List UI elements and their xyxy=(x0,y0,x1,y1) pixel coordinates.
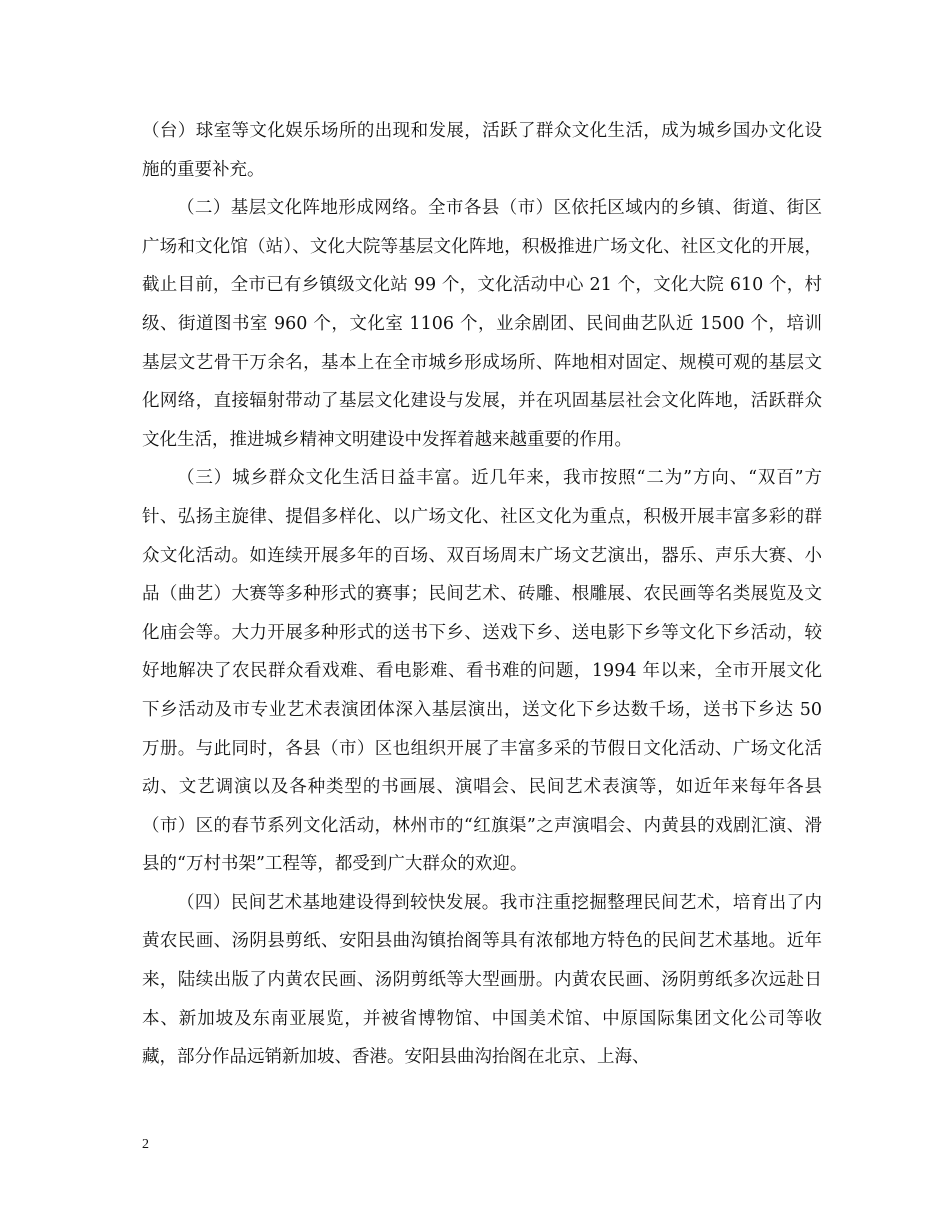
paragraph-continuation: （台）球室等文化娱乐场所的出现和发展，活跃了群众文化生活，成为城乡国办文化设施的重要补充。 xyxy=(142,121,822,180)
document-body xyxy=(142,112,822,1077)
paragraph-grassroots-network: （二）基层文化阵地形成网络。全市各县（市）区依托区域内的乡镇、街道、街区广场和文化馆（站）、文化大院等基层文化阵地，积极推进广场文化、社区文化的开展，截止目前，全市已有乡镇级文化站 99 个，文化活动中心 21 个，文化大院 610 个，村级、街道图书室 960 个，文化室 1106 个，业余剧团、民间曲艺队近 1500 个，培训基层文艺骨干万余名，基本上在全市城乡形成场所、阵地相对固定、规模可观的基层文化网络，直接辐射带动了基层文化建设与发展，并在巩固基层社会文化阵地，活跃群众文化生活，推进城乡精神文明建设中发挥着越来越重要的作用。 xyxy=(142,198,822,450)
paragraph-folk-art-bases: （四）民间艺术基地建设得到较快发展。我市注重挖掘整理民间艺术，培育出了内黄农民画、汤阴县剪纸、安阳县曲沟镇抬阁等具有浓郁地方特色的民间艺术基地。近年来，陆续出版了内黄农民画、汤阴剪纸等大型画册。内黄农民画、汤阴剪纸多次远赴日本、新加坡及东南亚展览，并被省博物馆、中国美术馆、中原国际集团文化公司等收藏，部分作品远销新加坡、香港。安阳县曲沟抬阁在北京、上海、 xyxy=(142,892,822,1068)
paragraph-cultural-life: （三）城乡群众文化生活日益丰富。近几年来，我市按照“二为”方向、“双百”方针、弘扬主旋律、提倡多样化、以广场文化、社区文化为重点，积极开展丰富多彩的群众文化活动。如连续开展多年的百场、双百场周末广场文艺演出，器乐、声乐大赛、小品（曲艺）大赛等多种形式的赛事；民间艺术、砖雕、根雕展、农民画等名类展览及文化庙会等。大力开展多种形式的送书下乡、送戏下乡、送电影下乡等文化下乡活动，较好地解决了农民群众看戏难、看电影难、看书难的问题，1994 年以来，全市开展文化下乡活动及市专业艺术表演团体深入基层演出，送文化下乡达数千场，送书下乡达 50 万册。与此同时，各县（市）区也组织开展了丰富多采的节假日文化活动、广场文化活动、文艺调演以及各种类型的书画展、演唱会、民间艺术表演等，如近年来每年各县（市）区的春节系列文化活动，林州市的“红旗渠”之声演唱会、内黄县的戏剧汇演、滑县的“万村书架”工程等，都受到广大群众的欢迎。 xyxy=(142,468,822,875)
page-number: 2 xyxy=(142,1137,149,1152)
